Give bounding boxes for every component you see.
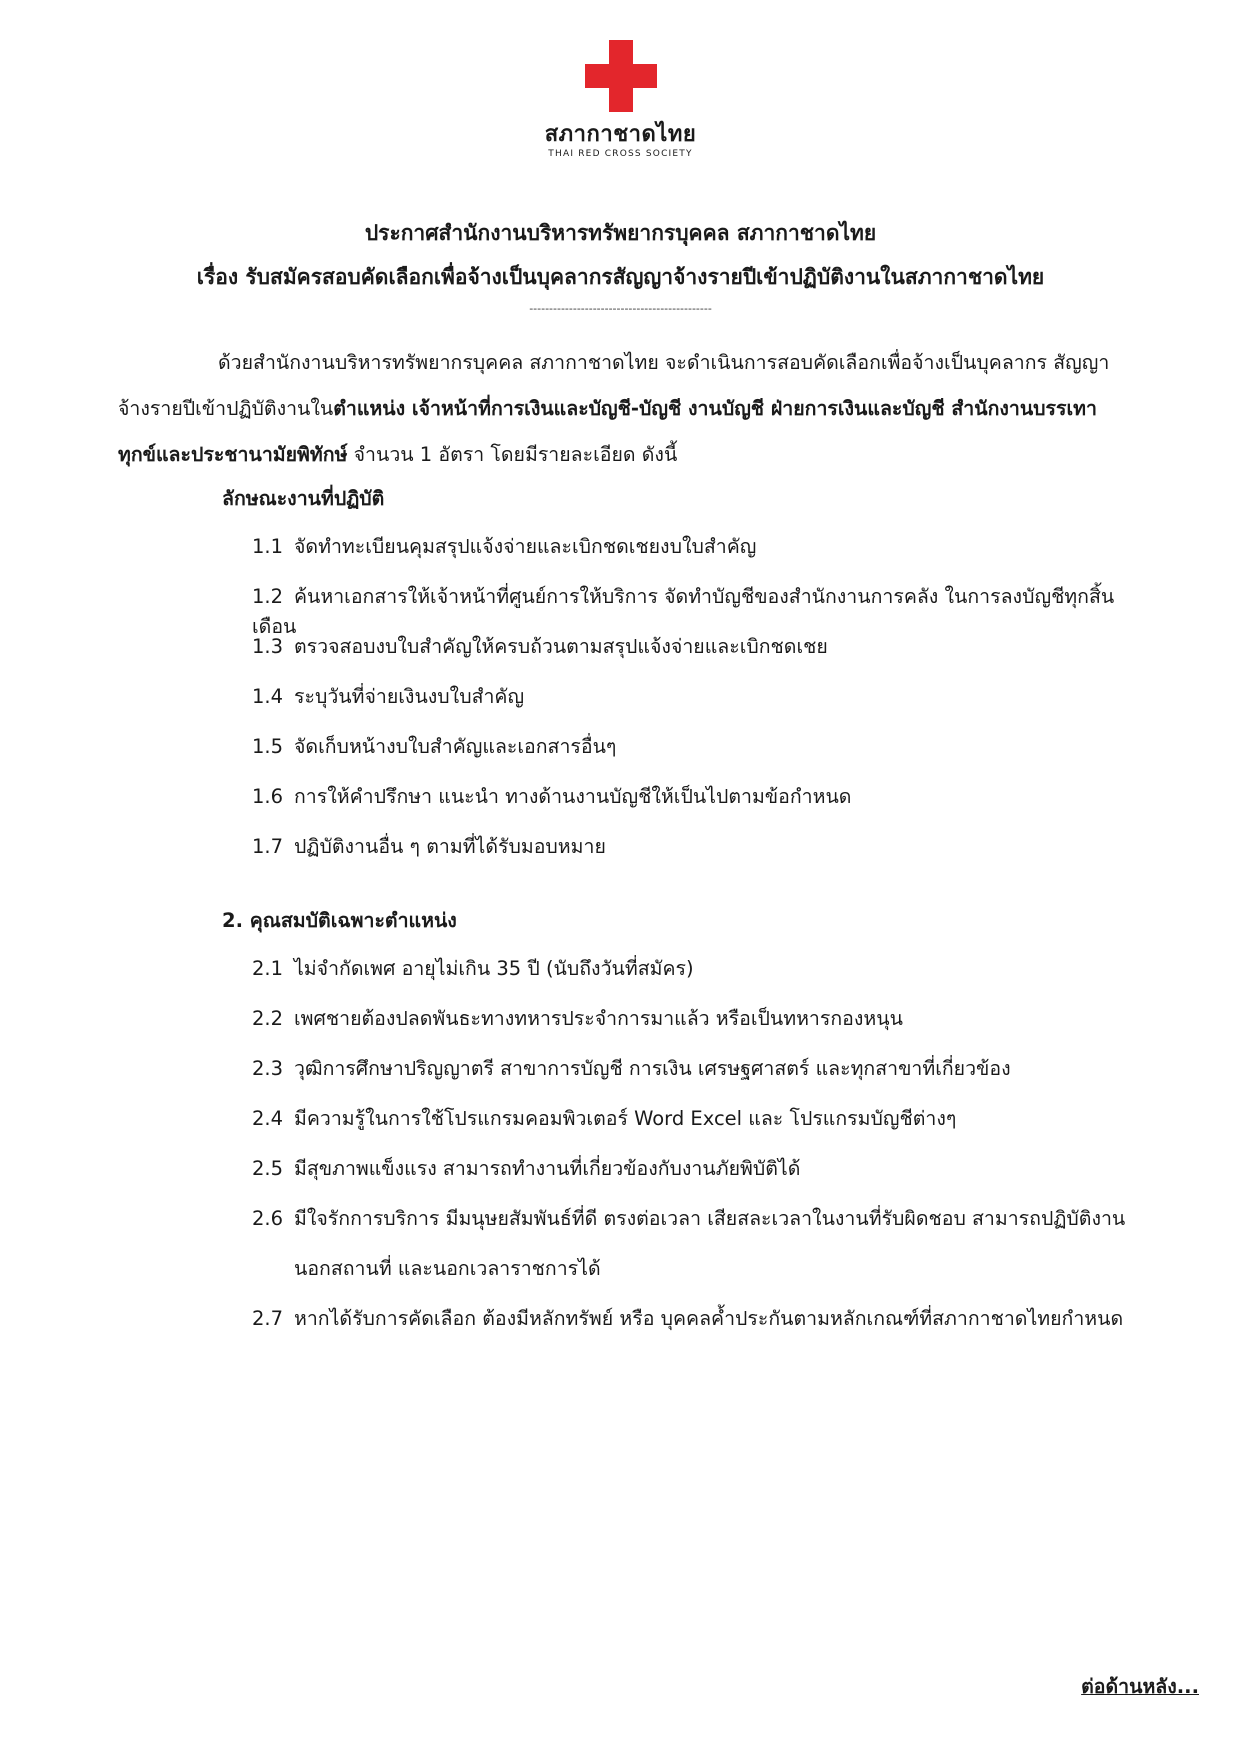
list-item	[252, 1054, 1132, 1084]
item-text: วุฒิการศึกษาปริญญาตรี สาขาการบัญชี การเงิน เศรษฐศาสตร์ และทุกสาขาที่เกี่ยวข้อง	[294, 1057, 1011, 1080]
intro-text-1: ด้วยสำนักงานบริหารทรัพยากรบุคคล สภากาชาดไทย จะดำเนินการสอบคัดเลือกเพื่อจ้างเป็นบุคลากร สัญญาจ้างรายปีเข้าปฏิบัติงานใน	[118, 351, 1110, 420]
list-item	[252, 732, 1132, 762]
item-number: 1.7	[252, 835, 284, 858]
item-number: 2.2	[252, 1007, 284, 1030]
item-text: จัดเก็บหน้างบใบสำคัญและเอกสารอื่นๆ	[294, 735, 617, 758]
list-item	[252, 954, 1132, 984]
list-item	[252, 532, 1132, 562]
item-text: หากได้รับการคัดเลือก ต้องมีหลักทรัพย์ หรือ บุคคลค้ำประกันตามหลักเกณฑ์ที่สภากาชาดไทยกำหนด	[294, 1307, 1124, 1330]
list-item	[252, 1204, 1132, 1284]
item-number: 2.1	[252, 957, 284, 980]
logo-name-en: THAI RED CROSS SOCIETY	[548, 149, 693, 159]
item-number: 2.3	[252, 1057, 284, 1080]
item-text: ค้นหาเอกสารให้เจ้าหน้าที่ศูนย์การให้บริการ จัดทำบัญชีของสำนักงานการคลัง ในการลงบัญชีทุกสิ้นเดือน	[252, 585, 1115, 638]
item-text: ตรวจสอบงบใบสำคัญให้ครบถ้วนตามสรุปแจ้งจ่ายและเบิกชดเชย	[294, 635, 828, 658]
item-number: 2.4	[252, 1107, 284, 1130]
item-number: 2.6	[252, 1207, 284, 1230]
intro-paragraph	[118, 340, 1126, 478]
red-cross-icon	[585, 40, 657, 112]
list-item	[252, 832, 1132, 862]
item-text: ระบุวันที่จ่ายเงินงบใบสำคัญ	[294, 685, 525, 708]
logo	[0, 40, 1241, 160]
item-number: 1.1	[252, 535, 284, 558]
item-text: จัดทำทะเบียนคุมสรุปแจ้งจ่ายและเบิกชดเชยงบใบสำคัญ	[294, 535, 757, 558]
section-2-heading: 2. คุณสมบัติเฉพาะตำแหน่ง	[222, 909, 457, 932]
intro-position: ตำแหน่ง เจ้าหน้าที่การเงินและบัญชี-บัญชี งานบัญชี ฝ่ายการเงินและบัญชี สำนักงานบรรเทาทุกข์และประชานามัยพิทักษ์	[118, 397, 1097, 466]
announcement-subject: เรื่อง รับสมัครสอบคัดเลือกเพื่อจ้างเป็นบุคลากรสัญญาจ้างรายปีเข้าปฏิบัติงานในสภากาชาดไทย	[196, 265, 1045, 289]
item-number: 1.5	[252, 735, 284, 758]
logo-name-th: สภากาชาดไทย	[544, 122, 697, 147]
item-number: 2.7	[252, 1307, 284, 1330]
item-text: ปฏิบัติงานอื่น ๆ ตามที่ได้รับมอบหมาย	[294, 835, 606, 858]
item-text: มีความรู้ในการใช้โปรแกรมคอมพิวเตอร์ Word Excel และ โปรแกรมบัญชีต่างๆ	[294, 1107, 957, 1130]
list-item	[252, 682, 1132, 712]
item-number: 1.3	[252, 635, 284, 658]
section-1-heading: ลักษณะงานที่ปฏิบัติ	[222, 487, 385, 510]
announcement-title: ประกาศสำนักงานบริหารทรัพยากรบุคคล สภากาชาดไทย	[364, 221, 877, 245]
list-item	[252, 1154, 1132, 1184]
separator: ----------------------------------------------	[529, 302, 712, 315]
continued-on-back-link: ต่อด้านหลัง...	[1081, 1675, 1199, 1698]
item-number: 1.2	[252, 585, 284, 608]
item-text: การให้คำปรึกษา แนะนำ ทางด้านงานบัญชีให้เป็นไปตามข้อกำหนด	[294, 785, 852, 808]
intro-text-2: จำนวน 1 อัตรา โดยมีรายละเอียด ดังนี้	[347, 443, 678, 466]
item-text: มีใจรักการบริการ มีมนุษยสัมพันธ์ที่ดี ตรงต่อเวลา เสียสละเวลาในงานที่รับผิดชอบ สามารถปฏิบัติงาน	[294, 1207, 1126, 1230]
item-number: 1.6	[252, 785, 284, 808]
item-continuation: นอกสถานที่ และนอกเวลาราชการได้	[294, 1257, 601, 1280]
list-item	[252, 1304, 1132, 1334]
list-item	[252, 782, 1132, 812]
item-text: มีสุขภาพแข็งแรง สามารถทำงานที่เกี่ยวข้องกับงานภัยพิบัติได้	[294, 1157, 801, 1180]
list-item	[252, 1104, 1132, 1134]
list-item	[252, 1004, 1132, 1034]
list-item	[252, 632, 1132, 662]
item-text: ไม่จำกัดเพศ อายุไม่เกิน 35 ปี (นับถึงวันที่สมัคร)	[294, 957, 694, 980]
item-text: เพศชายต้องปลดพันธะทางทหารประจำการมาแล้ว หรือเป็นทหารกองหนุน	[294, 1007, 903, 1030]
item-number: 1.4	[252, 685, 284, 708]
item-number: 2.5	[252, 1157, 284, 1180]
